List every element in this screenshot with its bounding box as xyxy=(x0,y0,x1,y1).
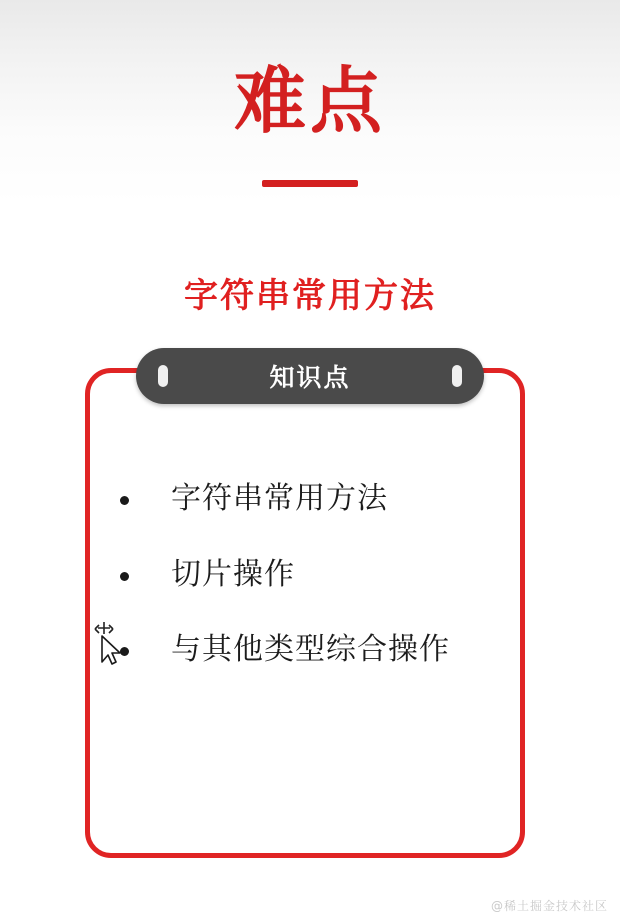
list-item xyxy=(120,631,520,669)
bullet-list xyxy=(120,480,520,707)
list-item xyxy=(120,556,520,594)
title-underline-rule xyxy=(262,180,358,187)
badge-slot-right-icon xyxy=(452,365,462,387)
bullet-dot-icon xyxy=(120,496,129,505)
bullet-dot-icon xyxy=(120,572,129,581)
watermark-text: @稀土掘金技术社区 xyxy=(490,899,608,913)
badge-slot-left-icon xyxy=(158,365,168,387)
badge-label: 知识点 xyxy=(269,363,351,392)
list-item xyxy=(120,480,520,518)
section-subtitle: 字符串常用方法 xyxy=(184,276,436,316)
list-item-label: 切片操作 xyxy=(171,556,295,592)
list-item-label: 与其他类型综合操作 xyxy=(171,632,450,667)
list-item-label: 字符串常用方法 xyxy=(171,481,388,516)
page-title: 难点 xyxy=(233,59,386,143)
knowledge-point-badge xyxy=(136,348,484,404)
mouse-cursor-icon xyxy=(92,620,126,666)
